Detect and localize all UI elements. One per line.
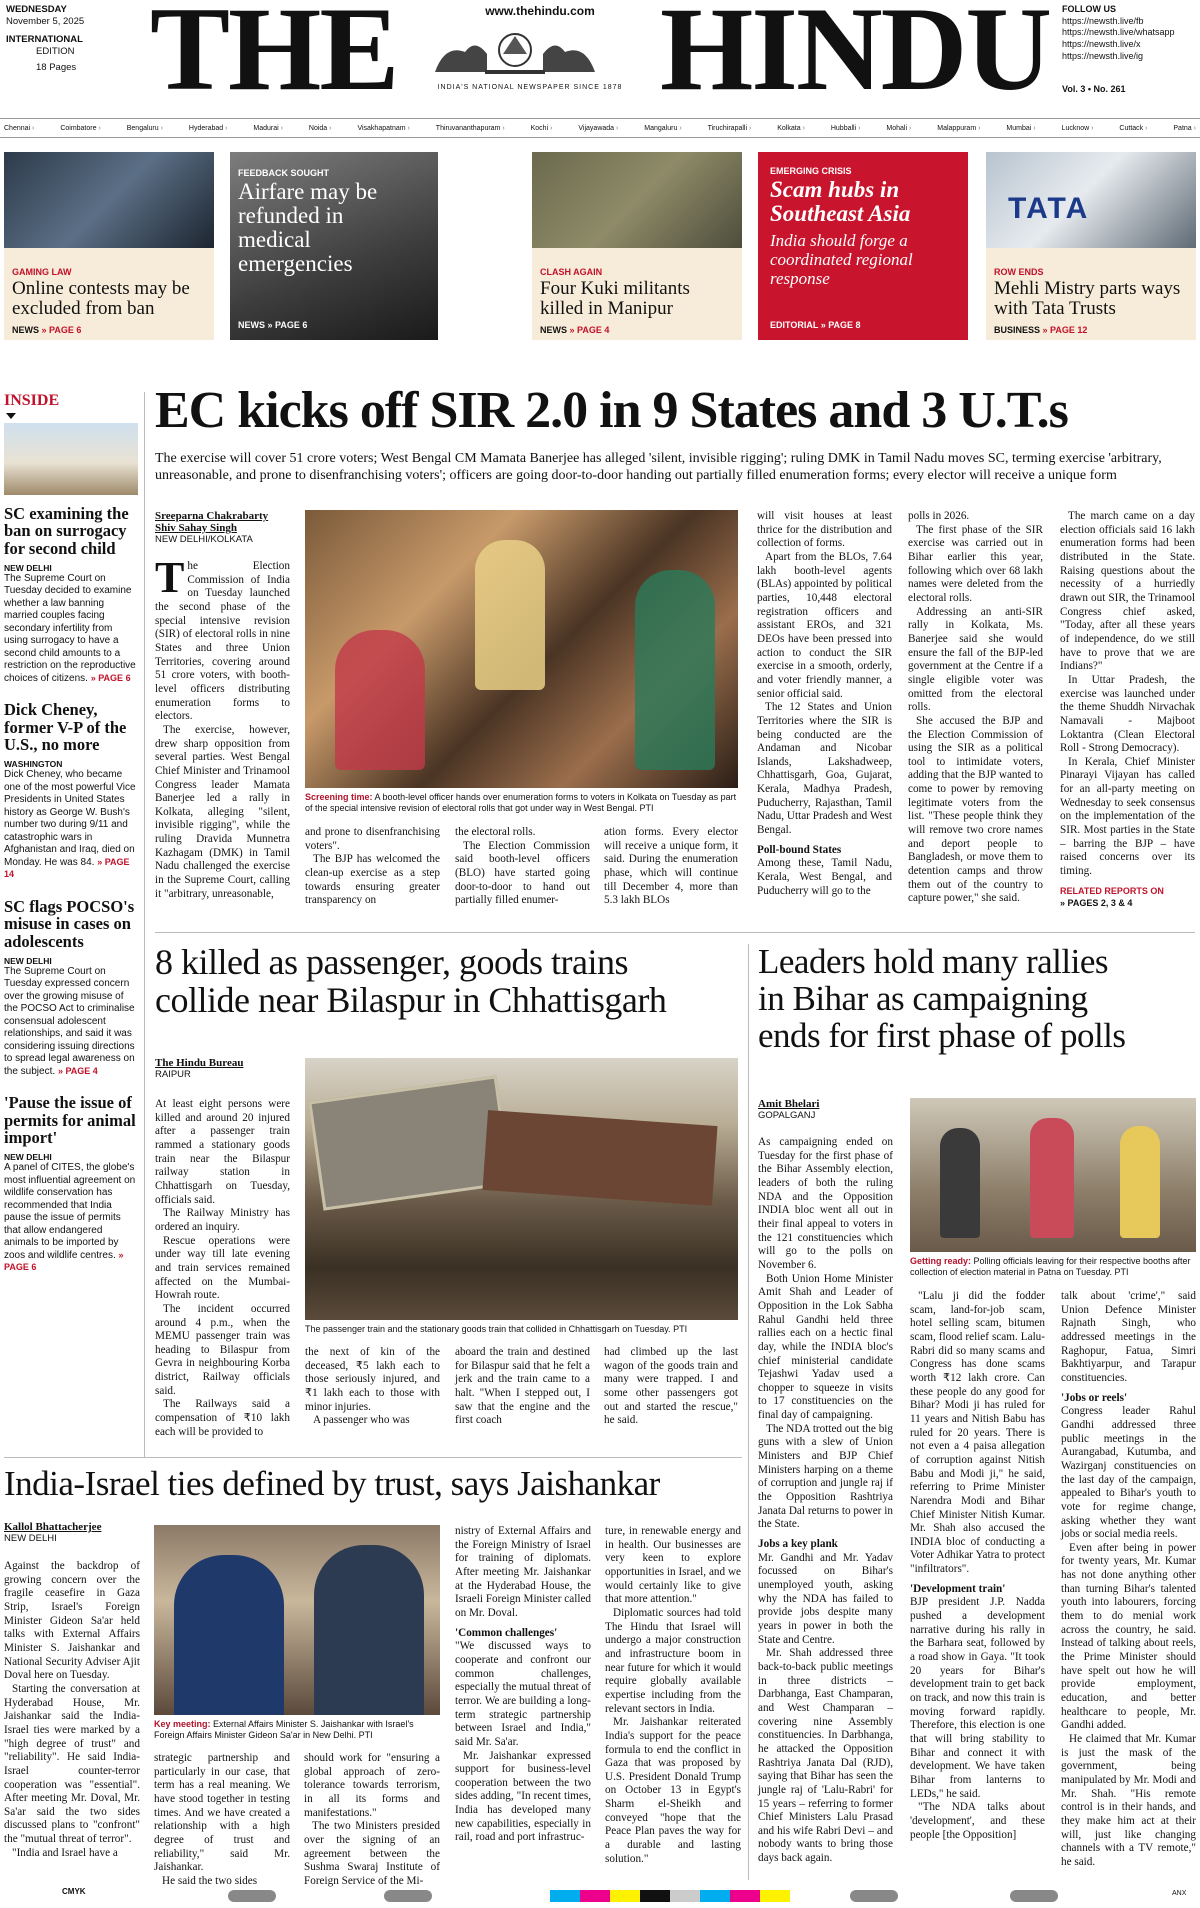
teaser-page: » PAGE 6 — [267, 320, 308, 330]
caption-label: Screening time: — [305, 792, 373, 802]
caption-credit: PTI — [1114, 1266, 1129, 1277]
lead-para: The march came on a day election officials said 16 lakh enumeration forms had been distributed in the State. Raising questions about the necessity of a hurriedly drawn out SIR, the Trinamool Congress chief asked, "Today, after all these years of independence, do we still have to prove that we are Indians?" — [1060, 510, 1195, 673]
photo-figure — [635, 570, 715, 770]
city: Patna › — [1173, 125, 1196, 132]
bihar-headline-line: Leaders hold many rallies — [758, 942, 1109, 981]
anx-mark: ANX — [1172, 1890, 1187, 1897]
teaser-kicker: FEEDBACK SOUGHT — [238, 168, 330, 178]
teaser-page: » PAGE 4 — [569, 325, 610, 335]
bihar-para: Congress leader Rahul Gandhi addressed three public meetings in the Aurangabad, Kutumba, and Wazirganj constituencies on the last day of the campaign, appealed to Bihar's youth to vote for regime change, asking whether they want jobs or social media reels. — [1061, 1405, 1196, 1541]
lead-dateline: NEW DELHI/KOLKATA — [155, 534, 253, 545]
inside-text — [4, 966, 138, 1079]
train-headline-line: 8 killed as passenger, goods trains — [155, 942, 628, 982]
follow-link-ig[interactable]: https://newsth.live/ig — [1062, 50, 1144, 61]
bihar-para: The NDA trotted out the big guns with a slew of Union Ministers and BJP Chief Ministers harping on a theme of corruption and jungle raj if the Opposition Rashtriya Janata Dal returns to power in the State. — [758, 1422, 893, 1531]
inside-page[interactable]: » PAGE 6 — [4, 1249, 124, 1273]
city: Mohali › — [886, 125, 911, 132]
teaser-page-ref — [12, 325, 206, 335]
color-bar — [550, 1890, 790, 1902]
teaser-kicker: CLASH AGAIN — [540, 267, 603, 278]
inside-text — [4, 1162, 138, 1275]
photo-wagon — [482, 1110, 717, 1206]
bihar-col-2 — [910, 1290, 1045, 1880]
section-divider — [155, 932, 1195, 933]
city: Noida › — [309, 125, 332, 132]
lead-subhead: Poll-bound States — [757, 843, 842, 856]
teaser-photo-tata — [986, 152, 1196, 248]
masthead-edition: INTERNATIONAL — [6, 33, 83, 45]
inside-photo-supreme-court — [4, 423, 138, 495]
teaser-page-ref — [540, 325, 734, 335]
caption-text: The passenger train and the stationary goods train that collided in Chhattisgarh on Tuesday. — [305, 1324, 671, 1334]
bihar-para: He claimed that Mr. Kumar is just the mask of the government, being manipulated by Mr. Modi and Mr. Shah. "His remote control is in their hands, and they make him act at their will, just like changing channels with a TV remote," he said. — [1061, 1733, 1196, 1868]
follow-label: FOLLOW US — [1062, 4, 1116, 14]
train-para: aboard the train and destined for Bilaspur said that he felt a jerk and the train came to a halt. "When I stepped out, I saw that the engine and the first coach — [455, 1346, 590, 1427]
photo-figure — [314, 1545, 424, 1715]
lead-para: The exercise, however, drew sharp opposition from several parties. West Bengal Chief Minister and Trinamool Congress leader Mamata Banerjee led a rally in Kolkata, alleging "silent, invisible rigging", while the ruling Dravida Munnetra Kazhagam (DMK) in Tamil Nadu challenged the exercise in the Supreme Court, calling it "arbitrary, unreasonable, — [155, 723, 290, 900]
masthead-tagline: INDIA'S NATIONAL NEWSPAPER SINCE 1878 — [437, 84, 623, 91]
lead-byline-block — [155, 510, 290, 553]
israel-para: Against the backdrop of growing concern over the fragile ceasefire in Gaza Strip, Israel's Foreign Minister Gideon Sa'ar held talks with External Affairs Minister S. Jaishankar and National Security Adviser Ajit Doval here on Tuesday. — [4, 1560, 140, 1682]
inside-headline[interactable]: SC examining the ban on surrogacy for second child — [4, 504, 129, 558]
emblem-icon — [425, 24, 605, 80]
cmyk-mark: CMYK — [62, 1887, 86, 1896]
lead-standfirst: The exercise will cover 51 crore voters; West Bengal CM Mamata Banerjee has alleged 'silent, invisible rigging'; ruling DMK in Tamil Nadu moves SC, terming exercise 'arbitrary, unreasonable, and prone to disenfranchising voters'; officers are going door-to-door handing out partially filled enumeration forms; every elector will receive a unique form — [155, 451, 1162, 484]
teaser-page-ref — [770, 320, 861, 330]
teaser-gaming-law[interactable] — [4, 152, 214, 340]
inside-page[interactable]: » PAGE 14 — [4, 856, 130, 880]
lead-para: Apart from the BLOs, 7.64 lakh booth-level agents (BLAs) appointed by political parties, 10,448 electoral registration officers and assistant EROs, and 321 DEOs have been pressed into action to conduct the SIR exercise in a smooth, orderly, and voter friendly manner, a senior official said. — [757, 550, 892, 700]
lead-photo-kolkata — [305, 510, 738, 788]
teaser-manipur[interactable] — [532, 152, 742, 340]
inside-column — [4, 392, 138, 1275]
inside-text-body: The Supreme Court on Tuesday expressed concern over the growing misuse of the POCSO Act to criminalise consensual adolescent relationships, and said it was considering issuing directions to spread legal awareness on the subject. — [4, 965, 135, 1077]
city: Bengaluru › — [127, 125, 163, 132]
lead-col-1 — [155, 553, 290, 900]
teaser-page-ref — [994, 325, 1188, 335]
teaser-subhead: India should forge a coordinated regional response — [770, 231, 913, 288]
bihar-photo-caption — [910, 1256, 1196, 1278]
inside-page[interactable]: » PAGE 6 — [90, 672, 131, 683]
lead-col-7 — [1060, 510, 1195, 890]
photo-coach — [308, 1075, 511, 1210]
photo-figure — [1120, 1126, 1160, 1238]
israel-photo-meeting — [154, 1525, 440, 1715]
tata-logo-icon: TATA — [1008, 192, 1090, 225]
train-para: A passenger who was — [313, 1414, 410, 1427]
lead-para: The BJP has welcomed the clean-up exercise as a step towards ensuring greater transparency on — [305, 853, 440, 907]
israel-dateline: NEW DELHI — [4, 1533, 57, 1544]
israel-para: He said the two sides — [162, 1874, 258, 1887]
lead-para — [155, 553, 290, 724]
train-col-1 — [155, 1098, 290, 1438]
inside-headline[interactable]: 'Pause the issue of permits for animal import' — [4, 1093, 136, 1147]
caret-down-icon — [6, 413, 16, 419]
teaser-photo-gaming — [4, 152, 214, 248]
lead-para: Addressing an anti-SIR rally in Kolkata, Ms. Banerjee said she would ensure the fall of the BJP-led government at the Centre if a single eligible voter was omitted from the electoral rolls. — [908, 605, 1043, 714]
registration-mark — [1010, 1890, 1058, 1902]
israel-para: nistry of External Affairs and the Foreign Ministry of Israel for training of diplomats. After meeting Mr. Jaishankar at the Hyderabad House, the Israeli Foreign Minister called on Mr. Doval. — [455, 1525, 591, 1619]
masthead-pages: 18 Pages — [36, 61, 77, 73]
lead-para: ation forms. Every elector will receive a unique form, it said. During the enumeration phase, which will continue till December 4, more than 5.3 lakh BLOs — [604, 826, 738, 907]
city: Kolkata › — [777, 125, 805, 132]
inside-dateline: NEW DELHI — [4, 562, 52, 573]
bihar-byline: Amit Bhelari — [758, 1098, 820, 1110]
city: Chennai › — [4, 125, 34, 132]
teaser-tata-trusts[interactable] — [986, 152, 1196, 340]
train-para: The Railway Ministry has ordered an inquiry. — [155, 1207, 290, 1233]
bihar-subhead: 'Jobs or reels' — [1061, 1391, 1128, 1404]
israel-col-3 — [304, 1752, 440, 1887]
bihar-para: "Lalu ji did the fodder scam, land-for-job scam, hotel selling scam, bitumen scam, flood relief scam. Lalu-Rabri did so many scams and Congress has done scams worth ₹12 lakh crore. Can these people do any good for Bihar? Modi ji has ruled for 11 years and Nitish Babu has ruled for 20 years. There is not even a 4 paisa allegation of corruption against Nitish Babu and Modi ji," he said, referring to Prime Minister Narendra Modi and Bihar Chief Minister Nitish Kumar. Mr. Shah also accused the INDIA bloc of conducting a Voter Adhikar Yatra to protect "infiltrators". — [910, 1290, 1045, 1576]
bihar-para: Even after being in power for twenty years, Mr. Kumar has not done anything other than turning Bihar's talented youth into labourers, forcing them to do menial work across the country, he said. Instead of talking about reels, the Prime Minister should have spelt out how he will provide employment, education, and better healthcare to people, Mr. Gandhi added. — [1061, 1541, 1196, 1732]
volume-number: Vol. 3 • No. 261 — [1062, 84, 1126, 94]
bihar-subhead: Jobs a key plank — [758, 1538, 838, 1551]
israel-col-2 — [154, 1752, 290, 1887]
related-pages: » PAGES 2, 3 & 4 — [1060, 897, 1133, 908]
train-col-2 — [305, 1346, 440, 1434]
train-headline[interactable] — [155, 944, 745, 1020]
inside-label: INSIDE — [4, 392, 60, 409]
train-byline: The Hindu Bureau — [155, 1057, 244, 1069]
israel-col-5 — [605, 1525, 741, 1880]
lead-para: In Kerala, Chief Minister Pinarayi Vijayan has called for an all-party meeting on Wednesday to seek consensus on the implementation of the SIR. Most parties in the State – barring the BJP – have raised concerns over its timing. — [1060, 755, 1195, 878]
bihar-headline[interactable] — [758, 944, 1198, 1054]
israel-para: ture, in renewable energy and in health. Our businesses are very keen to explore opportunities in Israel, and we would certainly like to give that more attention." — [605, 1525, 741, 1606]
photo-figure — [475, 540, 545, 690]
masthead-edition-info — [6, 4, 146, 73]
train-photo-caption — [305, 1324, 738, 1335]
bihar-photo-patna — [910, 1098, 1196, 1252]
teaser-section: NEWS — [12, 325, 39, 335]
lead-col-5 — [757, 510, 892, 906]
caption-credit: PTI — [639, 802, 654, 813]
israel-para: Diplomatic sources had told The Hindu that Israel will undergo a major construction and infrastructure boom in near future for which it would require globally available expertise including from the relevant sectors in India. — [605, 1606, 741, 1715]
lead-para: She accused the BJP and the Election Commission of using the SIR as a political tool to intimidate voters, adding that the BJP wanted to come to power by removing legitimate voters from the list. "These people think they will remove two crore names and deport people to Bangladesh, or move them to detention camps and throw them out of the country to capture power," she said. — [908, 714, 1043, 905]
masthead-website[interactable]: www.thehindu.com — [485, 4, 595, 18]
bihar-para: Mr. Gandhi and Mr. Yadav focussed on Bihar's unemployed youth, asking why the NDA has failed to provide jobs despite many years in power in both the State and Centre. — [758, 1551, 893, 1646]
lead-text: he Election Commission of India on Tuesday launched the second phase of the special intensive revision (SIR) of electoral rolls in nine States and three Union Territories, covering around 51 crore voters, with booth-level officers distributing enumeration forms to electors. — [155, 560, 290, 723]
logo-hindu: HINDU — [659, 0, 1050, 115]
teaser-kicker: ROW ENDS — [994, 267, 1044, 278]
lead-para: In Uttar Pradesh, the exercise was launched under the theme Shuddh Nirvachak Namavali - Majboot Loktantra (Clean Electoral Roll - Strong Democracy). — [1060, 673, 1195, 755]
train-para: At least eight persons were killed and around 20 injured after a passenger train rammed a stationary goods train near the Bilaspur railway station in Chhattisgarh on Tuesday, officials said. — [155, 1098, 290, 1206]
caption-text: External Affairs Minister S. Jaishankar with Israel's Foreign Affairs Minister Gideon Sa'ar in New Delhi. — [154, 1719, 414, 1740]
city: Vijayawada › — [578, 125, 618, 132]
city: Mumbai › — [1006, 125, 1035, 132]
teaser-section: EDITORIAL — [770, 320, 819, 330]
teaser-section: BUSINESS — [994, 325, 1041, 335]
city: Lucknow › — [1062, 125, 1094, 132]
train-para: The incident occurred around 4 p.m., when the MEMU passenger train was heading to Bilaspur from Gevra in neighbouring Korba district, Railway officials said. — [155, 1302, 290, 1397]
city: Coimbatore › — [60, 125, 100, 132]
bihar-col-1 — [758, 1136, 893, 1880]
caption-text: Polling officials leaving for their respective booths after collection of election material in Patna on Tuesday. — [910, 1256, 1191, 1277]
masthead-date: November 5, 2025 — [6, 15, 85, 27]
lead-para: the electoral rolls. — [455, 826, 536, 838]
inside-dateline: NEW DELHI — [4, 1152, 52, 1163]
teaser-headline: Airfare may be refunded in medical emergencies — [238, 179, 378, 277]
logo-the: THE — [150, 0, 398, 115]
teaser-headline: Online contests may be excluded from ban — [12, 278, 190, 320]
lead-col-4 — [604, 826, 738, 906]
bihar-para: Both Union Home Minister Amit Shah and Leader of Opposition in the Lok Sabha Rahul Gandhi held three rallies each on a hectic final day, while the INDIA bloc's chief ministerial candidate Tejashwi Yadav used a chopper to squeeze in visits to 17 constituencies on the final day of campaigning. — [758, 1272, 893, 1422]
lead-para: will visit houses at least thrice for the distribution and collection of forms. — [757, 510, 892, 550]
inside-page[interactable]: » PAGE 4 — [57, 1065, 98, 1076]
city: Visakhapatnam › — [357, 125, 409, 132]
related-label: RELATED REPORTS ON — [1060, 886, 1164, 896]
city: Hyderabad › — [189, 125, 228, 132]
photo-figure — [335, 630, 425, 770]
bihar-col-3 — [1061, 1290, 1196, 1880]
section-divider — [4, 1457, 742, 1458]
city: Tiruchirapalli › — [708, 125, 752, 132]
bihar-para: talk about 'crime'," said Union Defence Minister Rajnath Singh, who addressed meetings in the Raghopur, Fatua, Simri Bakhtiyarpur, and Tarapur constituencies. — [1061, 1290, 1196, 1384]
bihar-para: As campaigning ended on Tuesday for the first phase of the Bihar Assembly election, leaders of both the ruling NDA and the Opposition INDIA bloc went all out in their final appeal to voters in the 121 constituencies which will go to the polls on November 6. — [758, 1136, 893, 1271]
teaser-page: » PAGE 6 — [41, 325, 82, 335]
train-col-3 — [455, 1346, 590, 1434]
inside-text-body: A panel of CITES, the globe's most influential agreement on wildlife conservation has recommended that India pause the issue of permits that allow endangered animals to be imported by zoos and wildlife centres. — [4, 1162, 136, 1261]
lead-dropcap: T — [155, 553, 185, 602]
israel-headline[interactable]: India-Israel ties defined by trust, says Jaishankar — [4, 1464, 660, 1503]
teaser-kicker: EMERGING CRISIS — [770, 166, 852, 176]
lead-photo-caption — [305, 792, 738, 814]
teaser-section: NEWS — [238, 320, 265, 330]
lead-para: polls in 2026. — [908, 510, 970, 522]
lead-para: The first phase of the SIR exercise was carried out in Bihar earlier this year, following which over 68 lakh names were deleted from the electoral rolls. — [908, 523, 1043, 604]
train-para: the next of kin of the deceased, ₹5 lakh each to those seriously injured, and ₹1 lakh each to those with minor injuries. — [305, 1346, 440, 1413]
lead-para: Among these, Tamil Nadu, Kerala, West Bengal, and Puducherry will go to the — [757, 857, 892, 897]
lead-para: The Election Commission said booth-level officers (BLO) have started going door-to-door to hand out partially filled enumer- — [455, 839, 590, 907]
teaser-page-ref — [238, 320, 307, 330]
bihar-subhead: 'Development train' — [910, 1582, 1006, 1595]
photo-figure — [940, 1128, 980, 1238]
israel-byline: Kallol Bhattacherjee — [4, 1521, 102, 1533]
caption-label: Key meeting: — [154, 1719, 211, 1729]
train-photo-bilaspur — [305, 1058, 738, 1320]
bihar-headline-line: in Bihar as campaigning — [758, 978, 1088, 1018]
registration-mark — [850, 1890, 898, 1902]
teaser-headline: Scam hubs in Southeast Asia — [770, 177, 911, 227]
photo-figure — [174, 1555, 284, 1715]
israel-col-1 — [4, 1560, 140, 1880]
israel-para: "We discussed ways to cooperate and confront our common challenges, especially the mutual threat of terror. We are building a long-term strategic partnership between Israel and India," said Mr. Sa'ar. — [455, 1640, 591, 1748]
caption-credit: PTI — [673, 1324, 688, 1334]
bihar-para: Mr. Shah addressed three back-to-back public meetings in three districts – Darbhanga, East Champaran, and West Champaran – covering nine Assembly constituencies. In Darbhanga, he attacked the Opposition Rashtriya Janata Dal (RJD), saying that Bihar has seen the jungle raj of 'Lalu-Rabri' for 15 years – referring to former Chief Ministers Lalu Prasad and his wife Rabri Devi – and nobody wants to bring those days back again. — [758, 1647, 893, 1865]
israel-para: Starting the conversation at Hyderabad House, Mr. Jaishankar said the India-Israel ties were marked by a "high degree of trust" and "reliability". He said India-Israel counter-terror cooperation was "essential". After meeting Mr. Doval, Mr. Sa'ar said the two sides discussed plans to "confront" the "mutual threat of terror". — [4, 1682, 140, 1846]
israel-para: should work for "ensuring a global approach of zero-tolerance towards terrorism, in all its forms and manifestations." — [304, 1752, 440, 1819]
train-byline-block — [155, 1057, 290, 1088]
teaser-editorial-scam-hubs[interactable] — [758, 152, 968, 340]
city: Kochi › — [531, 125, 553, 132]
israel-para: strategic partnership and particularly in our case, that term has a real meaning. We have stood together in testing times. And we have created a relationship with a high degree of trust and reliability," said Mr. Jaishankar. — [154, 1752, 290, 1874]
israel-photo-caption — [154, 1719, 440, 1741]
israel-byline-block — [4, 1521, 139, 1552]
train-col-4 — [604, 1346, 738, 1434]
bihar-headline-line: ends for first phase of polls — [758, 1015, 1126, 1055]
city: Malappuram › — [937, 125, 980, 132]
inside-divider — [144, 392, 145, 1457]
teaser-page: » PAGE 8 — [820, 320, 861, 330]
israel-col-4 — [455, 1525, 591, 1880]
israel-para: The two Ministers presided over the signing of an agreement between the Sushma Swaraj Institute of Foreign Service of the Mi- — [304, 1820, 440, 1887]
print-registration-strip — [0, 1886, 1200, 1906]
inside-text — [4, 769, 138, 882]
lead-headline[interactable]: EC kicks off SIR 2.0 in 9 States and 3 U.T.s — [155, 382, 1068, 439]
follow-us — [1062, 4, 1197, 62]
city: Madurai › — [253, 125, 283, 132]
train-para: had climbed up the last wagon of the goods train and many were trapped. I and some other passengers got out and started the rescue," he said. — [604, 1346, 738, 1427]
inside-headline[interactable]: SC flags POCSO's misuse in cases on adolescents — [4, 896, 135, 951]
bihar-dateline: GOPALGANJ — [758, 1110, 816, 1121]
train-headline-line: collide near Bilaspur in Chhattisgarh — [155, 979, 667, 1020]
masthead-edition2: EDITION — [36, 45, 75, 57]
israel-para: Mr. Jaishankar expressed support for business-level cooperation between the two sides adding, "In recent times, India has developed many new capabilities, especially in rail, road and port infrastruc- — [455, 1749, 591, 1844]
train-para: Rescue operations were under way till late evening and train services remained affected on the Mumbai-Howrah route. — [155, 1234, 290, 1302]
israel-para: "India and Israel have a — [12, 1846, 118, 1859]
caption-label: Getting ready: — [910, 1256, 972, 1266]
bihar-para: BJP president J.P. Nadda pushed a development narrative during his rally in the Barhara seat, followed by a road show in Gaya. "It took 20 years for Bihar's development train to get back on track, and now this train is moving forward rapidly. Therefore, this election is one that will bring stability to Bihar and connect it with development. We have taken Bihar from lanterns to LEDs," he said. — [910, 1596, 1045, 1800]
inside-headline[interactable]: Dick Cheney, former V-P of the U.S., no more — [4, 700, 127, 755]
lead-byline: Shiv Sahay Singh — [155, 522, 237, 534]
follow-link-fb[interactable]: https://newsth.live/fb — [1062, 15, 1144, 26]
city: Cuttack › — [1119, 125, 1147, 132]
city: Thiruvananthapuram › — [436, 125, 505, 132]
lead-para: The 12 States and Union Territories where the SIR is being conducted are the Andaman and Nicobar Islands, Lakshadweep, Chhattisgarh, Goa, Gujarat, Kerala, Madhya Pradesh, Puducherry, Rajasthan, Tamil Nadu, Uttar Pradesh and West Bengal. — [757, 701, 892, 837]
teaser-section: NEWS — [540, 325, 567, 335]
registration-mark — [228, 1890, 276, 1902]
inside-dateline: WASHINGTON — [4, 759, 63, 770]
city: Mangaluru › — [644, 125, 681, 132]
inside-text-body: The Supreme Court on Tuesday decided to examine whether a law banning married couples facing secondary infertility from using surrogacy to have a second child amounts to a restriction on the reproductive choices of citizens. — [4, 572, 136, 684]
registration-mark — [384, 1890, 432, 1902]
lead-byline: Sreeparna Chakrabarty — [155, 510, 269, 522]
inside-text — [4, 573, 138, 686]
train-para: The Railways said a compensation of ₹10 lakh each will be provided to — [155, 1398, 290, 1438]
related-reports[interactable] — [1060, 886, 1195, 909]
caption-credit: PTI — [358, 1729, 373, 1740]
inside-text-body: Dick Cheney, who became one of the most powerful Vice Presidents in United States history as George W. Bush's number two during 9/11 and catastrophic wars in Afghanistan and Iraq, died on Monday. He was 84. — [4, 769, 136, 868]
train-dateline: RAIPUR — [155, 1069, 191, 1080]
lead-col-6 — [908, 510, 1043, 906]
lead-para: and prone to disenfranchising voters". — [305, 826, 440, 852]
teaser-airfare[interactable] — [230, 152, 438, 340]
lead-col-3 — [455, 826, 590, 906]
bihar-para: "The NDA talks about 'development', and these people [the Opposition] — [910, 1801, 1045, 1841]
follow-link-whatsapp[interactable]: https://newsth.live/whatsapp — [1062, 27, 1175, 38]
israel-subhead: 'Common challenges' — [455, 1626, 558, 1639]
teaser-headline: Mehli Mistry parts ways with Tata Trusts — [994, 278, 1181, 320]
teaser-page: » PAGE 12 — [1042, 325, 1088, 335]
follow-link-x[interactable]: https://newsth.live/x — [1062, 39, 1141, 50]
edition-cities-bar — [0, 118, 1200, 138]
column-divider — [748, 944, 749, 1880]
teaser-photo-manipur — [532, 152, 742, 248]
city: Hubballi › — [831, 125, 861, 132]
lead-col-2 — [305, 826, 440, 906]
inside-dateline: NEW DELHI — [4, 955, 52, 966]
caption-text: A booth-level officer hands over enumeration forms to voters in Kolkata on Tuesday as part of the special intensive revision of electoral rolls that got under way in West Bengal. — [305, 792, 737, 813]
masthead-day: WEDNESDAY — [6, 4, 67, 15]
bihar-byline-block — [758, 1098, 893, 1129]
teaser-headline: Four Kuki militants killed in Manipur — [540, 278, 690, 320]
teaser-kicker: GAMING LAW — [12, 267, 72, 278]
photo-figure — [1030, 1118, 1074, 1238]
israel-para: Mr. Jaishankar reiterated India's support for the peace formula to end the conflict in Gaza that was proposed by U.S. President Donald Trump on October 13 in Egypt's Sharm el-Sheikh and conveyed "hope that the Peace Plan paves the way for a durable and lasting solution." — [605, 1716, 741, 1865]
